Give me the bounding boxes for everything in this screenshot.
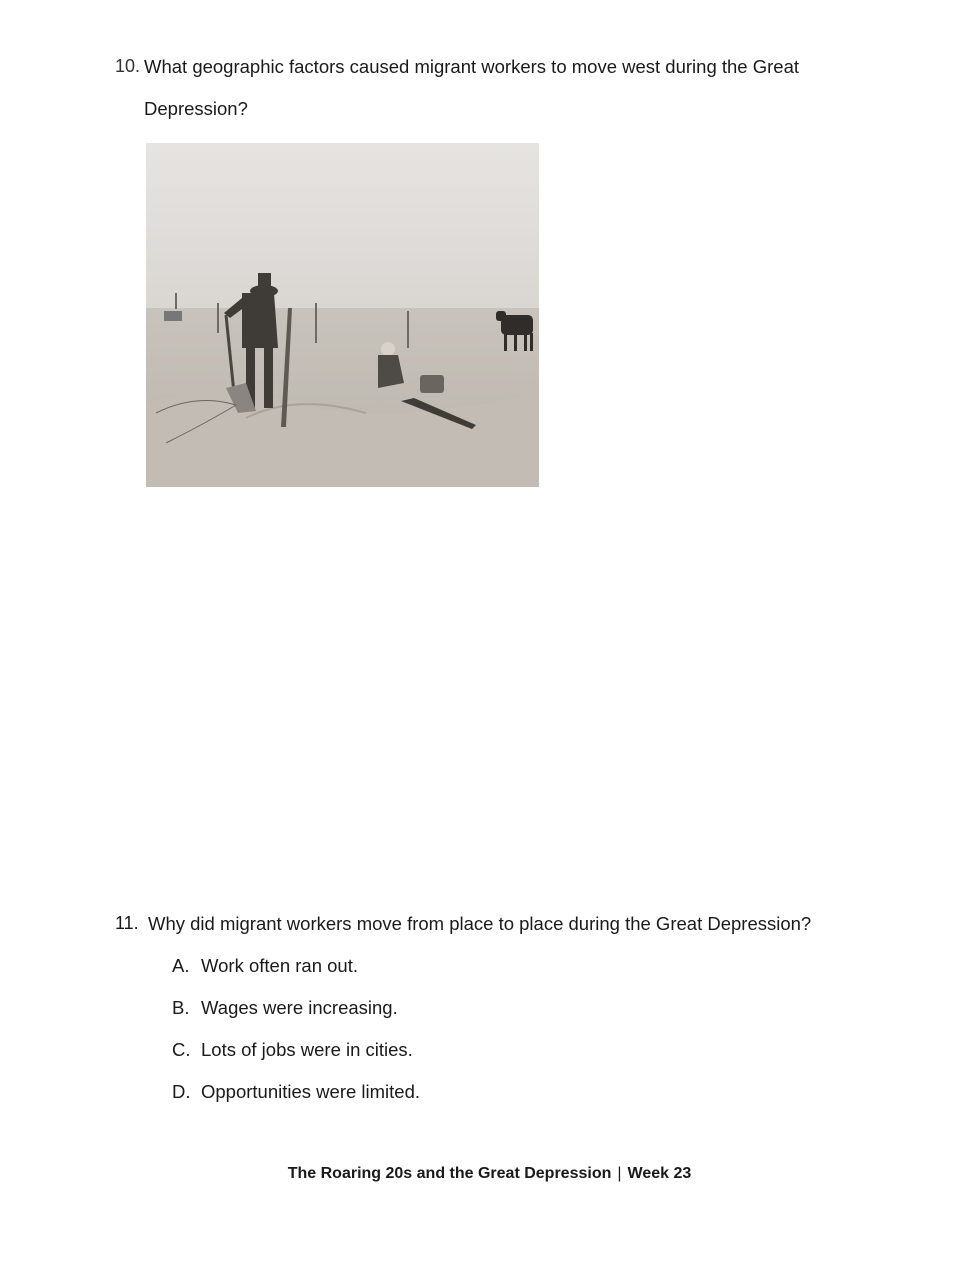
footer-week: Week 23 bbox=[627, 1165, 692, 1182]
footer-separator: | bbox=[617, 1165, 622, 1182]
option-text: Opportunities were limited. bbox=[201, 1081, 421, 1102]
option-letter: C. bbox=[172, 1039, 191, 1060]
question-number: 11. bbox=[115, 913, 139, 933]
option-letter: A. bbox=[172, 955, 190, 976]
footer-title: The Roaring 20s and the Great Depression bbox=[287, 1165, 612, 1182]
option-text: Wages were increasing. bbox=[201, 997, 398, 1018]
answer-option-a[interactable] bbox=[172, 955, 420, 997]
option-text: Lots of jobs were in cities. bbox=[201, 1039, 413, 1060]
page-footer bbox=[0, 1165, 979, 1183]
option-text: Work often ran out. bbox=[201, 955, 358, 976]
answer-option-d[interactable] bbox=[172, 1081, 420, 1123]
option-letter: B. bbox=[172, 997, 190, 1018]
question-number: 10. bbox=[115, 56, 141, 76]
option-letter: D. bbox=[172, 1081, 191, 1102]
dust-bowl-photo bbox=[146, 143, 539, 487]
question-text: Why did migrant workers move from place to place during the Great Depression? bbox=[148, 913, 812, 934]
answer-options bbox=[172, 955, 420, 1123]
question-text: What geographic factors caused migrant workers to move west during the Great Depression? bbox=[144, 56, 799, 119]
answer-option-b[interactable] bbox=[172, 997, 420, 1039]
answer-option-c[interactable] bbox=[172, 1039, 420, 1081]
